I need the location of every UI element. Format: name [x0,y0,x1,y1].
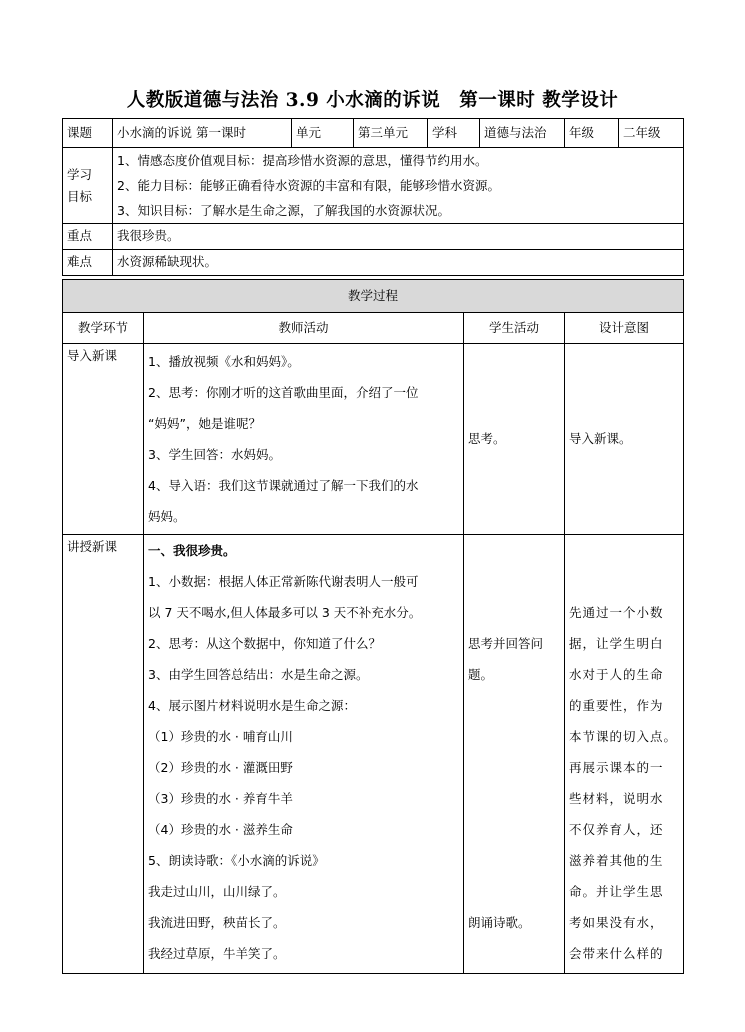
column-header: 设计意图 [565,313,684,344]
list-item: 我流进田野，秧苗长了。 [148,915,286,930]
student-activity-cell [464,535,565,974]
stage-cell: 讲授新课 [63,535,144,974]
student-activity-line: 题。 [468,667,494,682]
intent-line: 命。并让学生思 [569,884,664,899]
lesson-info-table [62,118,684,276]
teacher-activity-cell [144,535,464,974]
goal-item: 3、知识目标：了解水是生命之源，了解我国的水资源状况。 [117,203,450,218]
student-activity-line: 思考并回答问 [468,636,544,651]
process-band-header: 教学过程 [63,280,684,313]
list-item: （2）珍贵的水 · 灌溉田野 [148,760,293,775]
grade-label: 年级 [565,119,619,148]
column-header: 学生活动 [464,313,565,344]
table-row [63,535,684,974]
key-point-value: 我很珍贵。 [113,224,684,250]
goal-item: 2、能力目标：能够正确看待水资源的丰富和有限，能够珍惜水资源。 [117,178,500,193]
intent-line: 先通过一个小数 [569,605,664,620]
table-row [63,344,684,535]
teaching-process-table [62,279,684,974]
list-item: （4）珍贵的水 · 滋养生命 [148,822,293,837]
document-title: 人教版道德与法治 3.9 小水滴的诉说 第一课时 教学设计 [126,90,619,111]
difficult-point-label: 难点 [63,250,113,276]
goals-list [113,148,684,224]
list-item: （3）珍贵的水 · 养育牛羊 [148,791,293,806]
difficult-point-value: 水资源稀缺现状。 [113,250,684,276]
section-heading: 一、我很珍贵。 [148,543,236,558]
intent-line: 水对于人的生命 [569,667,664,682]
list-item: 以 7 天不喝水,但人体最多可以 3 天不补充水分。 [148,605,422,620]
list-item: 3、由学生回答总结出：水是生命之源。 [148,667,369,682]
unit-label: 单元 [292,119,354,148]
intent-line: 考如果没有水， [569,915,664,930]
topic-label: 课题 [63,119,113,148]
intent-line: 滋养着其他的生 [569,853,664,868]
list-item: 我走过山川，山川绿了。 [148,884,286,899]
intent-line: 些材料，说明水 [569,791,664,806]
list-item: 妈妈。 [148,509,186,524]
list-item: 2、思考：从这个数据中，你知道了什么？ [148,636,381,651]
intent-line: 不仅养育人，还 [569,822,664,837]
design-intent-cell [565,535,684,974]
list-item: “妈妈”，她是谁呢？ [148,416,261,431]
topic-value: 小水滴的诉说 第一课时 [113,119,292,148]
list-item: 4、导入语：我们这节课就通过了解一下我们的水 [148,478,419,493]
teacher-activity-cell [144,344,464,535]
subject-label: 学科 [428,119,480,148]
list-item: 1、小数据：根据人体正常新陈代谢表明人一般可 [148,574,419,589]
list-item: 3、学生回答：水妈妈。 [148,447,281,462]
grade-value: 二年级 [619,119,684,148]
key-point-label: 重点 [63,224,113,250]
intent-line: 的重要性，作为 [569,698,664,713]
column-header: 教学环节 [63,313,144,344]
intent-line: 本节课的切入点。 [569,729,678,744]
student-activity-line: 朗诵诗歌。 [468,915,531,930]
column-header: 教师活动 [144,313,464,344]
student-activity-cell: 思考。 [464,344,565,535]
list-item: 我经过草原，牛羊笑了。 [148,946,286,961]
unit-value: 第三单元 [354,119,428,148]
design-intent-cell: 导入新课。 [565,344,684,535]
intent-line: 据，让学生明白 [569,636,664,651]
list-item: 1、播放视频《水和妈妈》。 [148,354,300,369]
list-item: （1）珍贵的水 · 哺育山川 [148,729,293,744]
list-item: 5、朗读诗歌：《小水滴的诉说》 [148,853,325,868]
goals-label: 学习 目标 [63,148,113,224]
list-item: 4、展示图片材料说明水是生命之源： [148,698,356,713]
list-item: 2、思考：你刚才听的这首歌曲里面，介绍了一位 [148,385,419,400]
intent-line: 会带来什么样的 [569,946,664,961]
stage-cell: 导入新课 [63,344,144,535]
goal-item: 1、情感态度价值观目标：提高珍惜水资源的意思，懂得节约用水。 [117,153,488,168]
intent-line: 再展示课本的一 [569,760,664,775]
subject-value: 道德与法治 [480,119,565,148]
